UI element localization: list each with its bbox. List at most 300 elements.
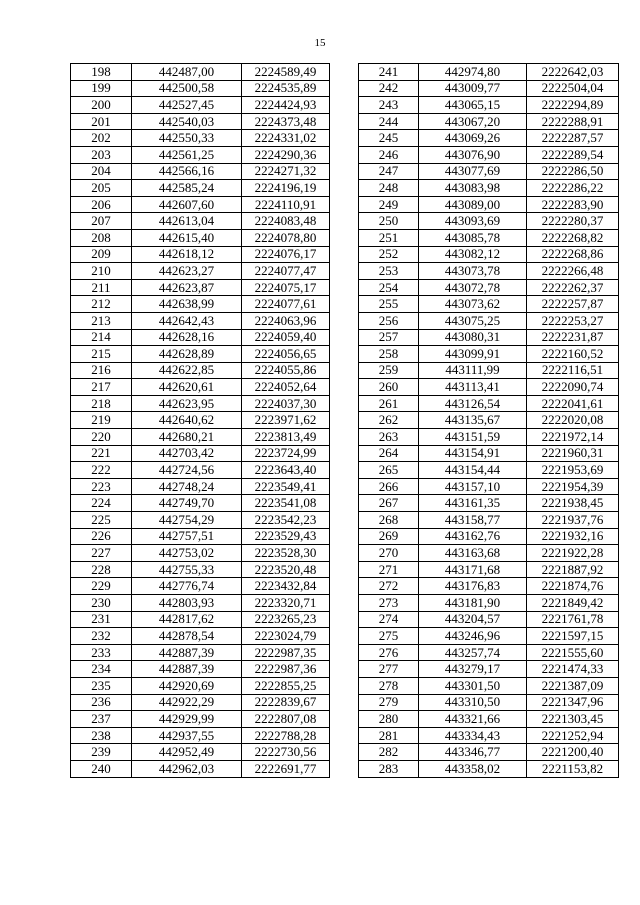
x-coordinate-cell: 442623,95 [132, 395, 242, 412]
table-row [359, 478, 619, 495]
point-number-cell: 242 [359, 80, 419, 97]
point-number-cell: 258 [359, 346, 419, 363]
y-coordinate-cell: 2221387,09 [527, 677, 619, 694]
point-number-cell: 253 [359, 263, 419, 280]
y-coordinate-cell: 2222268,82 [527, 229, 619, 246]
table-row [359, 711, 619, 728]
y-coordinate-cell: 2223320,71 [242, 595, 330, 612]
x-coordinate-cell: 442585,24 [132, 180, 242, 197]
x-coordinate-cell: 442623,27 [132, 263, 242, 280]
y-coordinate-cell: 2222160,52 [527, 346, 619, 363]
table-row [71, 744, 330, 761]
table-row [359, 495, 619, 512]
table-row [71, 711, 330, 728]
x-coordinate-cell: 443075,25 [419, 312, 527, 329]
y-coordinate-cell: 2222987,35 [242, 644, 330, 661]
x-coordinate-cell: 443067,20 [419, 113, 527, 130]
x-coordinate-cell: 442613,04 [132, 213, 242, 230]
table-row [359, 113, 619, 130]
x-coordinate-cell: 442703,42 [132, 445, 242, 462]
point-number-cell: 210 [71, 263, 132, 280]
x-coordinate-cell: 443158,77 [419, 512, 527, 529]
point-number-cell: 280 [359, 711, 419, 728]
y-coordinate-cell: 2222691,77 [242, 760, 330, 777]
point-number-cell: 219 [71, 412, 132, 429]
y-coordinate-cell: 2223265,23 [242, 611, 330, 628]
x-coordinate-cell: 443080,31 [419, 329, 527, 346]
x-coordinate-cell: 442962,03 [132, 760, 242, 777]
table-row [359, 97, 619, 114]
point-number-cell: 267 [359, 495, 419, 512]
x-coordinate-cell: 442628,16 [132, 329, 242, 346]
y-coordinate-cell: 2222268,86 [527, 246, 619, 263]
table-row [359, 362, 619, 379]
point-number-cell: 228 [71, 561, 132, 578]
x-coordinate-cell: 442748,24 [132, 478, 242, 495]
table-row [71, 163, 330, 180]
x-coordinate-cell: 443246,96 [419, 628, 527, 645]
point-number-cell: 240 [71, 760, 132, 777]
x-coordinate-cell: 443161,35 [419, 495, 527, 512]
point-number-cell: 266 [359, 478, 419, 495]
y-coordinate-cell: 2222253,27 [527, 312, 619, 329]
point-number-cell: 231 [71, 611, 132, 628]
point-number-cell: 273 [359, 595, 419, 612]
y-coordinate-cell: 2224589,49 [242, 64, 330, 81]
table-row [71, 512, 330, 529]
table-row [359, 578, 619, 595]
table-row [359, 462, 619, 479]
x-coordinate-cell: 443113,41 [419, 379, 527, 396]
x-coordinate-cell: 443135,67 [419, 412, 527, 429]
x-coordinate-cell: 443083,98 [419, 180, 527, 197]
table-row [359, 80, 619, 97]
x-coordinate-cell: 442755,33 [132, 561, 242, 578]
y-coordinate-cell: 2222280,37 [527, 213, 619, 230]
table-row [359, 196, 619, 213]
x-coordinate-cell: 442628,89 [132, 346, 242, 363]
y-coordinate-cell: 2222287,57 [527, 130, 619, 147]
table-row [359, 528, 619, 545]
table-row [359, 163, 619, 180]
y-coordinate-cell: 2221303,45 [527, 711, 619, 728]
table-row [359, 561, 619, 578]
y-coordinate-cell: 2221153,82 [527, 760, 619, 777]
x-coordinate-cell: 442540,03 [132, 113, 242, 130]
x-coordinate-cell: 442622,85 [132, 362, 242, 379]
point-number-cell: 209 [71, 246, 132, 263]
point-number-cell: 276 [359, 644, 419, 661]
table-row [359, 329, 619, 346]
table-row [359, 296, 619, 313]
x-coordinate-cell: 443310,50 [419, 694, 527, 711]
x-coordinate-cell: 443321,66 [419, 711, 527, 728]
table-row [71, 113, 330, 130]
x-coordinate-cell: 443257,74 [419, 644, 527, 661]
point-number-cell: 252 [359, 246, 419, 263]
point-number-cell: 232 [71, 628, 132, 645]
table-row [359, 445, 619, 462]
table-row [71, 412, 330, 429]
x-coordinate-cell: 442680,21 [132, 429, 242, 446]
y-coordinate-cell: 2224290,36 [242, 146, 330, 163]
table-row [71, 478, 330, 495]
x-coordinate-cell: 443065,15 [419, 97, 527, 114]
y-coordinate-cell: 2223520,48 [242, 561, 330, 578]
point-number-cell: 275 [359, 628, 419, 645]
point-number-cell: 238 [71, 727, 132, 744]
y-coordinate-cell: 2224037,30 [242, 395, 330, 412]
point-number-cell: 241 [359, 64, 419, 81]
x-coordinate-cell: 443077,69 [419, 163, 527, 180]
table-row [359, 727, 619, 744]
x-coordinate-cell: 442920,69 [132, 677, 242, 694]
point-number-cell: 281 [359, 727, 419, 744]
point-number-cell: 203 [71, 146, 132, 163]
x-coordinate-cell: 442642,43 [132, 312, 242, 329]
table-row [71, 528, 330, 545]
x-coordinate-cell: 443082,12 [419, 246, 527, 263]
point-number-cell: 259 [359, 362, 419, 379]
y-coordinate-cell: 2221874,76 [527, 578, 619, 595]
table-row [71, 312, 330, 329]
point-number-cell: 202 [71, 130, 132, 147]
x-coordinate-cell: 443358,02 [419, 760, 527, 777]
y-coordinate-cell: 2221932,16 [527, 528, 619, 545]
table-row [71, 362, 330, 379]
table-row [359, 246, 619, 263]
y-coordinate-cell: 2224424,93 [242, 97, 330, 114]
point-number-cell: 257 [359, 329, 419, 346]
y-coordinate-cell: 2222286,50 [527, 163, 619, 180]
table-row [359, 694, 619, 711]
table-row [359, 346, 619, 363]
table-row [71, 760, 330, 777]
point-number-cell: 277 [359, 661, 419, 678]
table-row [71, 661, 330, 678]
x-coordinate-cell: 442500,58 [132, 80, 242, 97]
table-row [359, 677, 619, 694]
y-coordinate-cell: 2223528,30 [242, 545, 330, 562]
point-number-cell: 198 [71, 64, 132, 81]
x-coordinate-cell: 443171,68 [419, 561, 527, 578]
x-coordinate-cell: 443162,76 [419, 528, 527, 545]
x-coordinate-cell: 442952,49 [132, 744, 242, 761]
table-row [71, 644, 330, 661]
point-number-cell: 278 [359, 677, 419, 694]
x-coordinate-cell: 442561,25 [132, 146, 242, 163]
point-number-cell: 261 [359, 395, 419, 412]
x-coordinate-cell: 443204,57 [419, 611, 527, 628]
table-row [359, 312, 619, 329]
table-row [71, 346, 330, 363]
x-coordinate-cell: 443154,44 [419, 462, 527, 479]
table-row [71, 97, 330, 114]
table-row [71, 727, 330, 744]
x-coordinate-cell: 443089,00 [419, 196, 527, 213]
x-coordinate-cell: 442817,62 [132, 611, 242, 628]
x-coordinate-cell: 442974,80 [419, 64, 527, 81]
y-coordinate-cell: 2224052,64 [242, 379, 330, 396]
y-coordinate-cell: 2223643,40 [242, 462, 330, 479]
point-number-cell: 272 [359, 578, 419, 595]
y-coordinate-cell: 2221960,31 [527, 445, 619, 462]
table-row [71, 677, 330, 694]
y-coordinate-cell: 2221887,92 [527, 561, 619, 578]
x-coordinate-cell: 443154,91 [419, 445, 527, 462]
y-coordinate-cell: 2221922,28 [527, 545, 619, 562]
y-coordinate-cell: 2222262,37 [527, 279, 619, 296]
y-coordinate-cell: 2221252,94 [527, 727, 619, 744]
point-number-cell: 234 [71, 661, 132, 678]
y-coordinate-cell: 2222294,89 [527, 97, 619, 114]
x-coordinate-cell: 443085,78 [419, 229, 527, 246]
x-coordinate-cell: 442757,51 [132, 528, 242, 545]
point-number-cell: 256 [359, 312, 419, 329]
coordinates-table-left [70, 63, 330, 778]
y-coordinate-cell: 2224063,96 [242, 312, 330, 329]
y-coordinate-cell: 2222839,67 [242, 694, 330, 711]
y-coordinate-cell: 2224196,19 [242, 180, 330, 197]
y-coordinate-cell: 2221938,45 [527, 495, 619, 512]
point-number-cell: 239 [71, 744, 132, 761]
y-coordinate-cell: 2221555,60 [527, 644, 619, 661]
y-coordinate-cell: 2222231,87 [527, 329, 619, 346]
y-coordinate-cell: 2222855,25 [242, 677, 330, 694]
point-number-cell: 247 [359, 163, 419, 180]
table-row [71, 64, 330, 81]
point-number-cell: 245 [359, 130, 419, 147]
point-number-cell: 269 [359, 528, 419, 545]
y-coordinate-cell: 2222987,36 [242, 661, 330, 678]
point-number-cell: 223 [71, 478, 132, 495]
point-number-cell: 206 [71, 196, 132, 213]
y-coordinate-cell: 2224110,91 [242, 196, 330, 213]
point-number-cell: 271 [359, 561, 419, 578]
point-number-cell: 208 [71, 229, 132, 246]
point-number-cell: 229 [71, 578, 132, 595]
x-coordinate-cell: 442753,02 [132, 545, 242, 562]
table-row [71, 263, 330, 280]
y-coordinate-cell: 2224059,40 [242, 329, 330, 346]
table-row [359, 760, 619, 777]
table-row [71, 130, 330, 147]
x-coordinate-cell: 442754,29 [132, 512, 242, 529]
table-row [71, 296, 330, 313]
y-coordinate-cell: 2224056,65 [242, 346, 330, 363]
y-coordinate-cell: 2224075,17 [242, 279, 330, 296]
table-row [359, 180, 619, 197]
y-coordinate-cell: 2221200,40 [527, 744, 619, 761]
x-coordinate-cell: 442566,16 [132, 163, 242, 180]
point-number-cell: 246 [359, 146, 419, 163]
point-number-cell: 211 [71, 279, 132, 296]
x-coordinate-cell: 443069,26 [419, 130, 527, 147]
point-number-cell: 250 [359, 213, 419, 230]
y-coordinate-cell: 2221972,14 [527, 429, 619, 446]
x-coordinate-cell: 442724,56 [132, 462, 242, 479]
y-coordinate-cell: 2221761,78 [527, 611, 619, 628]
table-row [71, 146, 330, 163]
x-coordinate-cell: 443073,78 [419, 263, 527, 280]
point-number-cell: 199 [71, 80, 132, 97]
x-coordinate-cell: 443346,77 [419, 744, 527, 761]
point-number-cell: 263 [359, 429, 419, 446]
point-number-cell: 230 [71, 595, 132, 612]
x-coordinate-cell: 442487,00 [132, 64, 242, 81]
y-coordinate-cell: 2222090,74 [527, 379, 619, 396]
table-row [359, 595, 619, 612]
y-coordinate-cell: 2222788,28 [242, 727, 330, 744]
y-coordinate-cell: 2222730,56 [242, 744, 330, 761]
y-coordinate-cell: 2223541,08 [242, 495, 330, 512]
table-row [359, 628, 619, 645]
table-row [359, 429, 619, 446]
y-coordinate-cell: 2222257,87 [527, 296, 619, 313]
y-coordinate-cell: 2223529,43 [242, 528, 330, 545]
y-coordinate-cell: 2222020,08 [527, 412, 619, 429]
y-coordinate-cell: 2224077,47 [242, 263, 330, 280]
table-row [71, 445, 330, 462]
table-row [359, 213, 619, 230]
point-number-cell: 218 [71, 395, 132, 412]
table-row [71, 495, 330, 512]
table-row [359, 279, 619, 296]
table-row [359, 412, 619, 429]
point-number-cell: 222 [71, 462, 132, 479]
x-coordinate-cell: 442550,33 [132, 130, 242, 147]
y-coordinate-cell: 2223542,23 [242, 512, 330, 529]
y-coordinate-cell: 2222266,48 [527, 263, 619, 280]
x-coordinate-cell: 442749,70 [132, 495, 242, 512]
y-coordinate-cell: 2223432,84 [242, 578, 330, 595]
y-coordinate-cell: 2224077,61 [242, 296, 330, 313]
y-coordinate-cell: 2224331,02 [242, 130, 330, 147]
y-coordinate-cell: 2224083,48 [242, 213, 330, 230]
x-coordinate-cell: 443176,83 [419, 578, 527, 595]
x-coordinate-cell: 443111,99 [419, 362, 527, 379]
x-coordinate-cell: 443073,62 [419, 296, 527, 313]
x-coordinate-cell: 442607,60 [132, 196, 242, 213]
point-number-cell: 243 [359, 97, 419, 114]
x-coordinate-cell: 443279,17 [419, 661, 527, 678]
point-number-cell: 226 [71, 528, 132, 545]
point-number-cell: 224 [71, 495, 132, 512]
table-row [71, 180, 330, 197]
x-coordinate-cell: 442776,74 [132, 578, 242, 595]
point-number-cell: 255 [359, 296, 419, 313]
table-row [359, 545, 619, 562]
point-number-cell: 249 [359, 196, 419, 213]
x-coordinate-cell: 442922,29 [132, 694, 242, 711]
point-number-cell: 244 [359, 113, 419, 130]
y-coordinate-cell: 2223024,79 [242, 628, 330, 645]
y-coordinate-cell: 2221954,39 [527, 478, 619, 495]
x-coordinate-cell: 443181,90 [419, 595, 527, 612]
x-coordinate-cell: 443126,54 [419, 395, 527, 412]
table-row [71, 694, 330, 711]
point-number-cell: 268 [359, 512, 419, 529]
x-coordinate-cell: 443163,68 [419, 545, 527, 562]
table-row [71, 379, 330, 396]
point-number-cell: 201 [71, 113, 132, 130]
y-coordinate-cell: 2221597,15 [527, 628, 619, 645]
table-row [71, 462, 330, 479]
point-number-cell: 282 [359, 744, 419, 761]
y-coordinate-cell: 2224535,89 [242, 80, 330, 97]
x-coordinate-cell: 443072,78 [419, 279, 527, 296]
x-coordinate-cell: 442887,39 [132, 661, 242, 678]
y-coordinate-cell: 2222288,91 [527, 113, 619, 130]
point-number-cell: 207 [71, 213, 132, 230]
table-row [71, 611, 330, 628]
table-row [359, 229, 619, 246]
x-coordinate-cell: 443099,91 [419, 346, 527, 363]
x-coordinate-cell: 442803,93 [132, 595, 242, 612]
table-row [71, 213, 330, 230]
table-row [71, 578, 330, 595]
y-coordinate-cell: 2222286,22 [527, 180, 619, 197]
y-coordinate-cell: 2222807,08 [242, 711, 330, 728]
table-row [71, 628, 330, 645]
coordinates-table-right [358, 63, 619, 778]
table-row [359, 146, 619, 163]
table-row [359, 130, 619, 147]
x-coordinate-cell: 443301,50 [419, 677, 527, 694]
table-row [71, 595, 330, 612]
x-coordinate-cell: 442887,39 [132, 644, 242, 661]
y-coordinate-cell: 2222283,90 [527, 196, 619, 213]
point-number-cell: 225 [71, 512, 132, 529]
y-coordinate-cell: 2222289,54 [527, 146, 619, 163]
table-row [359, 611, 619, 628]
x-coordinate-cell: 442615,40 [132, 229, 242, 246]
point-number-cell: 270 [359, 545, 419, 562]
x-coordinate-cell: 442638,99 [132, 296, 242, 313]
table-row [359, 263, 619, 280]
table-row [71, 545, 330, 562]
y-coordinate-cell: 2224373,48 [242, 113, 330, 130]
y-coordinate-cell: 2224271,32 [242, 163, 330, 180]
y-coordinate-cell: 2221474,33 [527, 661, 619, 678]
table-row [359, 379, 619, 396]
point-number-cell: 274 [359, 611, 419, 628]
point-number-cell: 217 [71, 379, 132, 396]
y-coordinate-cell: 2223813,49 [242, 429, 330, 446]
x-coordinate-cell: 443157,10 [419, 478, 527, 495]
point-number-cell: 216 [71, 362, 132, 379]
y-coordinate-cell: 2223724,99 [242, 445, 330, 462]
table-row [359, 512, 619, 529]
point-number-cell: 220 [71, 429, 132, 446]
point-number-cell: 214 [71, 329, 132, 346]
x-coordinate-cell: 442929,99 [132, 711, 242, 728]
y-coordinate-cell: 2223549,41 [242, 478, 330, 495]
point-number-cell: 283 [359, 760, 419, 777]
point-number-cell: 264 [359, 445, 419, 462]
x-coordinate-cell: 442527,45 [132, 97, 242, 114]
y-coordinate-cell: 2224078,80 [242, 229, 330, 246]
y-coordinate-cell: 2221849,42 [527, 595, 619, 612]
y-coordinate-cell: 2221953,69 [527, 462, 619, 479]
page-number: 15 [314, 37, 326, 49]
table-row [71, 561, 330, 578]
table-row [71, 395, 330, 412]
point-number-cell: 213 [71, 312, 132, 329]
y-coordinate-cell: 2222504,04 [527, 80, 619, 97]
x-coordinate-cell: 442618,12 [132, 246, 242, 263]
table-row [71, 246, 330, 263]
